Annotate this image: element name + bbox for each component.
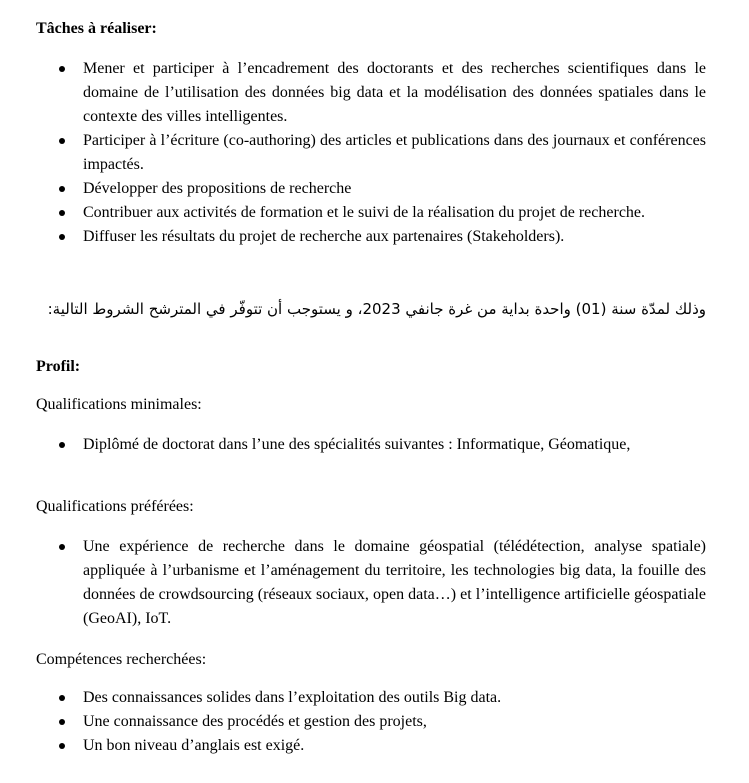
list-item: Contribuer aux activités de formation et le suivi de la réalisation du projet de recherche.: [0, 201, 706, 225]
arabic-paragraph: وذلك لمدّة سنة (01) واحدة بداية من غرة جانفي 2023، و يستوجب أن تتوفّر في المترشح الشروط التالية:: [47, 300, 706, 318]
list-item: Participer à l’écriture (co-authoring) des articles et publications dans des journaux et conférences impactés.: [0, 129, 706, 177]
qualifications-minimales-list: [0, 433, 749, 457]
qualifications-preferees-list: [0, 535, 749, 631]
list-item: Diplômé de doctorat dans l’une des spécialités suivantes : Informatique, Géomatique,: [0, 433, 706, 457]
taches-list: [0, 57, 749, 249]
list-item: Diffuser les résultats du projet de recherche aux partenaires (Stakeholders).: [0, 225, 706, 249]
competences-label: Compétences recherchées:: [36, 651, 207, 668]
competences-list: [0, 686, 749, 758]
list-item: Un bon niveau d’anglais est exigé.: [0, 734, 706, 758]
qualifications-minimales-label: Qualifications minimales:: [36, 396, 202, 413]
list-item: Une expérience de recherche dans le domaine géospatial (télédétection, analyse spatiale) appliquée à l’urbanisme et l’aménagement du territoire, les technologies big data, la fouille des données de crowdsourcing (réseaux sociaux, open data…) et l’intelligence artificielle géospatiale (GeoAI), IoT.: [0, 535, 706, 631]
taches-heading: Tâches à réaliser:: [36, 20, 157, 37]
profil-heading: Profil:: [36, 358, 81, 375]
list-item: Une connaissance des procédés et gestion des projets,: [0, 710, 706, 734]
list-item: Développer des propositions de recherche: [0, 177, 706, 201]
list-item: Mener et participer à l’encadrement des doctorants et des recherches scientifiques dans le domaine de l’utilisation des données big data et la modélisation des données spatiales dans le contexte des villes intelligentes.: [0, 57, 706, 129]
qualifications-preferees-label: Qualifications préférées:: [36, 498, 194, 515]
list-item: Des connaissances solides dans l’exploitation des outils Big data.: [0, 686, 706, 710]
